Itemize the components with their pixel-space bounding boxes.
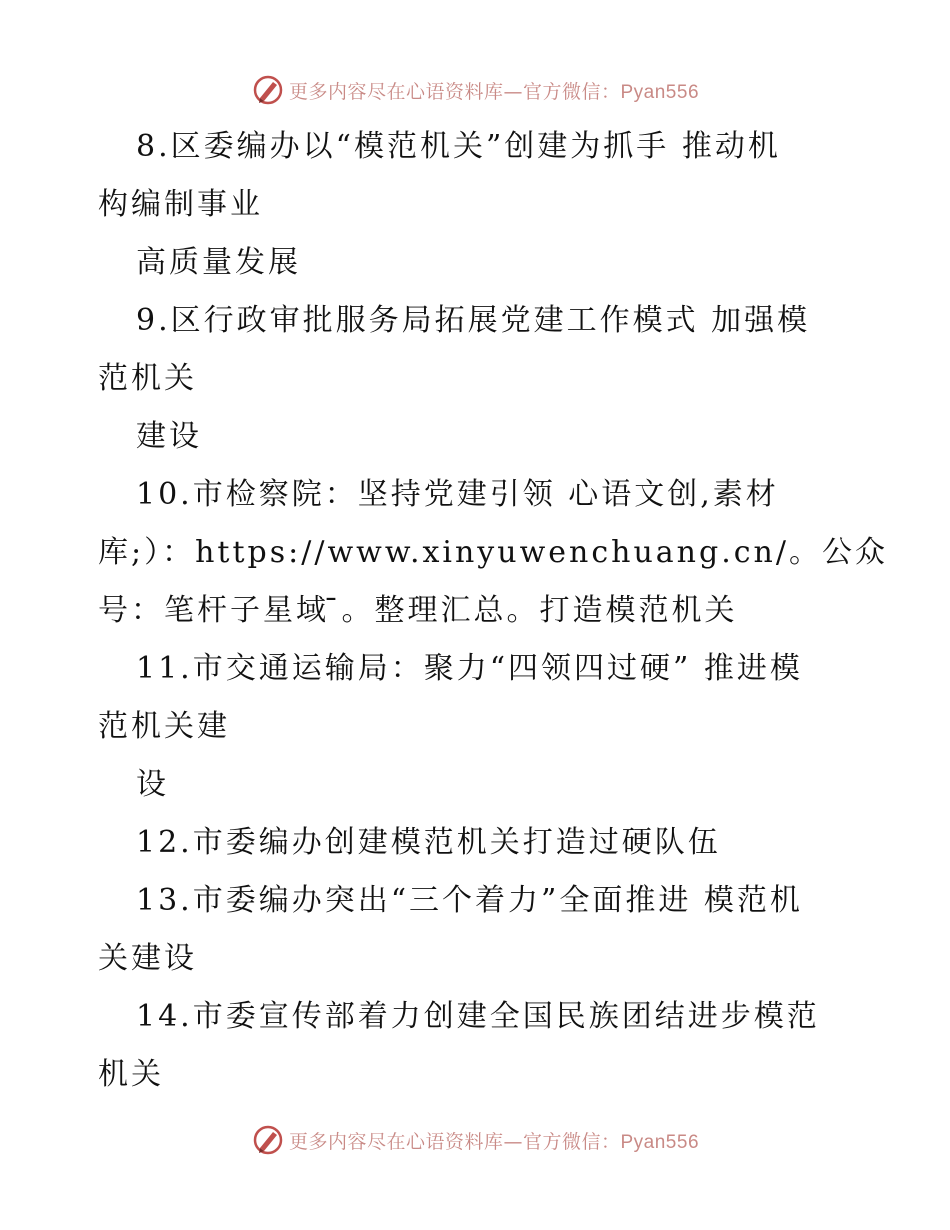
doc-line: 范机关 — [98, 361, 197, 396]
doc-line: 8.区委编办以“模范机关”创建为抓手 推动机 — [136, 129, 781, 164]
doc-line: 号：笔杆子星域 ̄。整理汇总。打造模范机关 — [98, 593, 738, 628]
doc-line: 范机关建 — [98, 709, 230, 744]
doc-line: 关建设 — [98, 941, 197, 976]
watermark-text — [289, 1127, 699, 1154]
doc-line: 10.市检察院：坚持党建引领 心语文创,素材 — [136, 477, 779, 512]
doc-line: 构编制事业 — [98, 187, 263, 222]
doc-line: 13.市委编办突出“三个着力”全面推进 模范机 — [136, 883, 803, 918]
doc-line: 机关 — [98, 1057, 164, 1092]
pen-in-circle-icon — [251, 1123, 285, 1157]
doc-line: 12.市委编办创建模范机关打造过硬队伍 — [136, 825, 721, 860]
pen-in-circle-icon — [251, 73, 285, 107]
doc-line: 高质量发展 — [136, 245, 301, 280]
doc-line: 建设 — [136, 419, 202, 454]
watermark-wechat-id: Pyan556 — [620, 1131, 700, 1153]
doc-line: 设 — [136, 767, 169, 802]
doc-line: 9.区行政审批服务局拓展党建工作模式 加强模 — [136, 303, 811, 338]
footer-watermark — [0, 1120, 950, 1160]
watermark-text — [289, 77, 699, 104]
doc-line: 库;）：https://www.xinyuwenchuang.cn/。公众 — [98, 535, 888, 570]
watermark-site-text: 更多内容尽在心语资料库—官方微信： — [288, 80, 621, 103]
watermark-site-text: 更多内容尽在心语资料库—官方微信： — [288, 1130, 621, 1153]
watermark-wechat-id: Pyan556 — [620, 81, 700, 103]
doc-line: 11.市交通运输局：聚力“四领四过硬” 推进模 — [136, 651, 803, 686]
doc-line: 14.市委宣传部着力创建全国民族团结进步模范 — [136, 999, 820, 1034]
header-watermark — [0, 70, 950, 110]
